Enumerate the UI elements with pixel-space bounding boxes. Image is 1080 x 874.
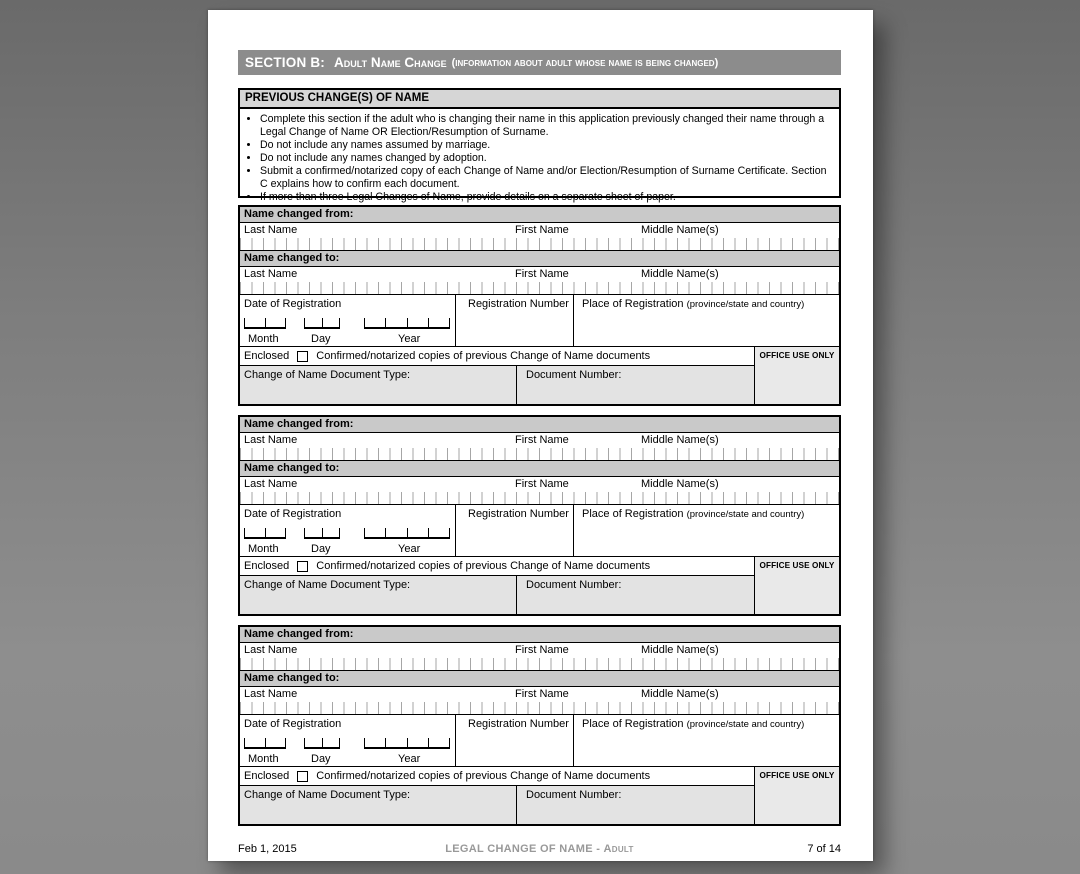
year-field[interactable] xyxy=(364,528,450,539)
document-number-field[interactable] xyxy=(517,366,754,404)
name-change-entry-block xyxy=(238,415,841,616)
registration-row xyxy=(240,715,839,767)
enclosed-checkbox[interactable] xyxy=(297,771,308,782)
page-footer xyxy=(238,843,841,855)
enclosed-label: Enclosed xyxy=(244,770,290,782)
name-to-comb-field[interactable] xyxy=(240,282,839,294)
enclosed-label: Enclosed xyxy=(244,560,290,572)
place-of-registration-field[interactable] xyxy=(574,715,839,766)
place-of-registration-hint: (province/state and country) xyxy=(686,509,805,520)
document-number-field[interactable] xyxy=(517,576,754,614)
year-label: Year xyxy=(398,753,421,765)
name-from-comb-field[interactable] xyxy=(240,448,839,460)
name-from-comb-field[interactable] xyxy=(240,658,839,670)
last-name-from-label: Last Name xyxy=(244,224,298,236)
document-type-label: Change of Name Document Type: xyxy=(244,369,411,381)
year-label: Year xyxy=(398,543,421,555)
first-name-from-label: First Name xyxy=(515,644,569,656)
name-changed-to-header: Name changed to: xyxy=(240,461,839,477)
date-of-registration-label: Date of Registration xyxy=(244,508,342,520)
instruction-item: • If more than three Legal Changes of Name, provide details on a separate sheet of paper. xyxy=(260,191,833,204)
document-type-label: Change of Name Document Type: xyxy=(244,789,411,801)
month-field[interactable] xyxy=(244,318,286,329)
instruction-item: • Complete this section if the adult who is changing their name in this application previously changed their name through a Legal Change of Name OR Election/Resumption of Surname. xyxy=(260,113,833,139)
enclosed-row xyxy=(240,767,754,786)
registration-number-label: Registration Number xyxy=(468,508,569,520)
footer-revision-date: Feb 1, 2015 xyxy=(238,843,297,855)
section-b-prefix: SECTION B: xyxy=(245,55,326,70)
previous-changes-box xyxy=(238,88,841,203)
date-of-registration-label: Date of Registration xyxy=(244,298,342,310)
document-row xyxy=(240,366,754,404)
last-name-from-label: Last Name xyxy=(244,644,298,656)
name-changed-to-header: Name changed to: xyxy=(240,671,839,687)
last-name-to-label: Last Name xyxy=(244,688,298,700)
enclosed-section xyxy=(240,347,839,404)
registration-number-field[interactable] xyxy=(456,715,574,766)
enclosed-label: Enclosed xyxy=(244,350,290,362)
enclosed-text: Confirmed/notarized copies of previous Change of Name documents xyxy=(316,350,651,362)
first-name-to-label: First Name xyxy=(515,688,569,700)
previous-changes-instructions xyxy=(240,109,839,204)
place-of-registration-hint: (province/state and country) xyxy=(686,719,805,730)
name-changed-from-header: Name changed from: xyxy=(240,207,839,223)
name-change-entries xyxy=(238,205,841,835)
month-label: Month xyxy=(248,333,279,345)
document-row xyxy=(240,576,754,614)
name-to-comb-field[interactable] xyxy=(240,492,839,504)
registration-row xyxy=(240,505,839,557)
day-label: Day xyxy=(311,333,331,345)
place-of-registration-field[interactable] xyxy=(574,505,839,556)
month-label: Month xyxy=(248,543,279,555)
enclosed-section xyxy=(240,557,839,614)
date-of-registration-cell xyxy=(240,715,456,766)
name-changed-to-header: Name changed to: xyxy=(240,251,839,267)
date-of-registration-label: Date of Registration xyxy=(244,718,342,730)
day-field[interactable] xyxy=(304,738,340,749)
document-type-field[interactable] xyxy=(240,786,517,824)
day-label: Day xyxy=(311,543,331,555)
middle-names-to-label: Middle Name(s) xyxy=(641,478,719,490)
document-row xyxy=(240,786,754,824)
place-of-registration-field[interactable] xyxy=(574,295,839,346)
footer-form-title-adult: Adult xyxy=(603,843,634,855)
section-b-subtitle: (information about adult whose name is being changed) xyxy=(451,56,719,69)
enclosed-text: Confirmed/notarized copies of previous Change of Name documents xyxy=(316,770,651,782)
last-name-to-label: Last Name xyxy=(244,268,298,280)
enclosed-checkbox[interactable] xyxy=(297,561,308,572)
name-change-entry-block xyxy=(238,205,841,406)
place-of-registration-label: Place of Registration xyxy=(582,298,684,310)
month-field[interactable] xyxy=(244,528,286,539)
place-of-registration-label: Place of Registration xyxy=(582,508,684,520)
document-number-field[interactable] xyxy=(517,786,754,824)
first-name-to-label: First Name xyxy=(515,268,569,280)
name-to-row xyxy=(240,687,839,715)
name-to-comb-field[interactable] xyxy=(240,702,839,714)
registration-number-label: Registration Number xyxy=(468,718,569,730)
name-to-row xyxy=(240,477,839,505)
middle-names-to-label: Middle Name(s) xyxy=(641,688,719,700)
enclosed-row xyxy=(240,347,754,366)
office-use-only-cell xyxy=(754,347,839,404)
first-name-from-label: First Name xyxy=(515,434,569,446)
name-from-comb-field[interactable] xyxy=(240,238,839,250)
enclosed-row xyxy=(240,557,754,576)
place-of-registration-label: Place of Registration xyxy=(582,718,684,730)
month-label: Month xyxy=(248,753,279,765)
document-number-label: Document Number: xyxy=(526,579,622,591)
first-name-to-label: First Name xyxy=(515,478,569,490)
office-use-only-label: OFFICE USE ONLY xyxy=(759,561,835,570)
instruction-item: • Do not include any names changed by adoption. xyxy=(260,152,833,165)
office-use-only-label: OFFICE USE ONLY xyxy=(759,771,835,780)
footer-form-title xyxy=(398,843,681,855)
section-b-title: Adult Name Change xyxy=(334,55,447,70)
name-from-row xyxy=(240,643,839,671)
year-field[interactable] xyxy=(364,738,450,749)
first-name-from-label: First Name xyxy=(515,224,569,236)
middle-names-from-label: Middle Name(s) xyxy=(641,644,719,656)
office-use-only-cell xyxy=(754,557,839,614)
middle-names-from-label: Middle Name(s) xyxy=(641,434,719,446)
year-label: Year xyxy=(398,333,421,345)
office-use-only-cell xyxy=(754,767,839,824)
day-label: Day xyxy=(311,753,331,765)
date-of-registration-cell xyxy=(240,295,456,346)
registration-number-field[interactable] xyxy=(456,505,574,556)
name-change-entry-block xyxy=(238,625,841,826)
registration-number-field[interactable] xyxy=(456,295,574,346)
document-number-label: Document Number: xyxy=(526,369,622,381)
place-of-registration-hint: (province/state and country) xyxy=(686,299,805,310)
name-from-row xyxy=(240,223,839,251)
registration-row xyxy=(240,295,839,347)
name-changed-from-header: Name changed from: xyxy=(240,417,839,433)
enclosed-section xyxy=(240,767,839,824)
day-field[interactable] xyxy=(304,528,340,539)
last-name-from-label: Last Name xyxy=(244,434,298,446)
instruction-item: • Submit a confirmed/notarized copy of each Change of Name and/or Election/Resumption of Surname Certificate. Section C explains how to confirm each document. xyxy=(260,165,833,191)
instruction-item: • Do not include any names assumed by marriage. xyxy=(260,139,833,152)
name-from-row xyxy=(240,433,839,461)
previous-changes-header: PREVIOUS CHANGE(S) OF NAME xyxy=(240,90,839,109)
document-number-label: Document Number: xyxy=(526,789,622,801)
day-field[interactable] xyxy=(304,318,340,329)
year-field[interactable] xyxy=(364,318,450,329)
document-type-field[interactable] xyxy=(240,576,517,614)
date-of-registration-cell xyxy=(240,505,456,556)
footer-page-number: 7 of 14 xyxy=(807,843,841,855)
office-use-only-label: OFFICE USE ONLY xyxy=(759,351,835,360)
enclosed-text: Confirmed/notarized copies of previous Change of Name documents xyxy=(316,560,651,572)
document-type-label: Change of Name Document Type: xyxy=(244,579,411,591)
name-to-row xyxy=(240,267,839,295)
document-page xyxy=(208,10,873,861)
middle-names-from-label: Middle Name(s) xyxy=(641,224,719,236)
last-name-to-label: Last Name xyxy=(244,478,298,490)
enclosed-checkbox[interactable] xyxy=(297,351,308,362)
section-b-header xyxy=(238,50,841,75)
name-changed-from-header: Name changed from: xyxy=(240,627,839,643)
document-type-field[interactable] xyxy=(240,366,517,404)
middle-names-to-label: Middle Name(s) xyxy=(641,268,719,280)
footer-form-title-main: LEGAL CHANGE OF NAME - xyxy=(445,843,604,855)
month-field[interactable] xyxy=(244,738,286,749)
registration-number-label: Registration Number xyxy=(468,298,569,310)
